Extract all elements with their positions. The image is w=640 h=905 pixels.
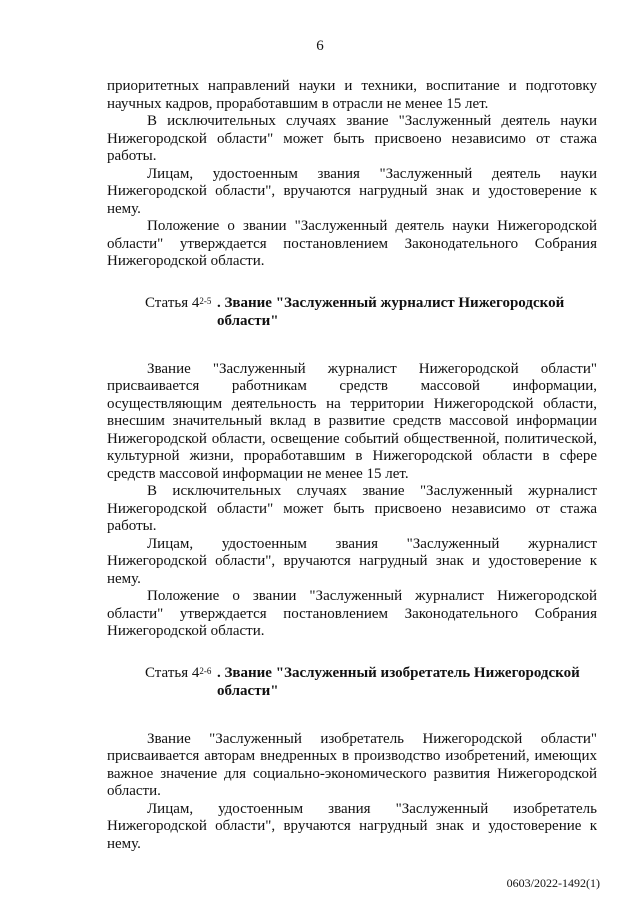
article-label: Статья 4$^{2-5}$: [145, 294, 212, 311]
page-number: 6: [316, 38, 324, 54]
document-code: 0603/2022-1492(1): [506, 876, 600, 890]
paragraph: В исключительных случаях звание "Заслуженный деятель науки Нижегородской области" может быть присвоено независимо от стажа работы.: [107, 113, 597, 164]
article-heading: [107, 294, 597, 330]
article-title-continued: области": [217, 312, 279, 329]
article-heading: [107, 664, 597, 700]
paragraph: приоритетных направлений науки и техники, воспитание и подготовку научных кадров, проработавшим в отрасли не менее 15 лет.: [107, 78, 597, 112]
paragraph: Звание "Заслуженный изобретатель Нижегородской области" присваивается авторам внедренных в производство изобретений, имеющих важное значение для социально-экономического развития Нижегородской области.: [107, 730, 597, 799]
paragraph: Лицам, удостоенным звания "Заслуженный журналист Нижегородской области", вручаются нагрудный знак и удостоверение к нему.: [107, 535, 597, 587]
paragraph: В исключительных случаях звание "Заслуженный журналист Нижегородской области" может быть присвоено независимо от стажа работы.: [107, 483, 597, 534]
paragraph: Положение о звании "Заслуженный деятель науки Нижегородской области" утверждается постановлением Законодательного Собрания Нижегородской области.: [107, 218, 597, 269]
paragraph: Лицам, удостоенным звания "Заслуженный деятель науки Нижегородской области", вручаются нагрудный знак и удостоверение к нему.: [107, 165, 597, 217]
article-title: . Звание "Заслуженный журналист Нижегородской: [217, 294, 565, 311]
paragraph: Лицам, удостоенным звания "Заслуженный изобретатель Нижегородской области", вручаются нагрудный знак и удостоверение к нему.: [107, 800, 597, 852]
paragraph: Положение о звании "Заслуженный журналист Нижегородской области" утверждается постановлением Законодательного Собрания Нижегородской области.: [107, 588, 597, 639]
document-body: [107, 78, 597, 853]
article-title: . Звание "Заслуженный изобретатель Нижегородской: [217, 664, 580, 681]
article-number-superscript: 2-5: [199, 295, 212, 306]
article-label: Статья 4$^{2-6}$: [145, 664, 212, 681]
paragraph: Звание "Заслуженный журналист Нижегородской области" присваивается работникам средств массовой информации, осуществляющим деятельность на территории Нижегородской области, внесшим значительный вклад в развитие средств массовой информации Нижегородской области, освещение событий общественной, политической, культурной жизни, проработавшим в Нижегородской области в сфере средств массовой информации не менее 15 лет.: [107, 360, 597, 482]
article-number-superscript: 2-6: [199, 665, 212, 676]
article-title-continued: области": [217, 682, 279, 699]
